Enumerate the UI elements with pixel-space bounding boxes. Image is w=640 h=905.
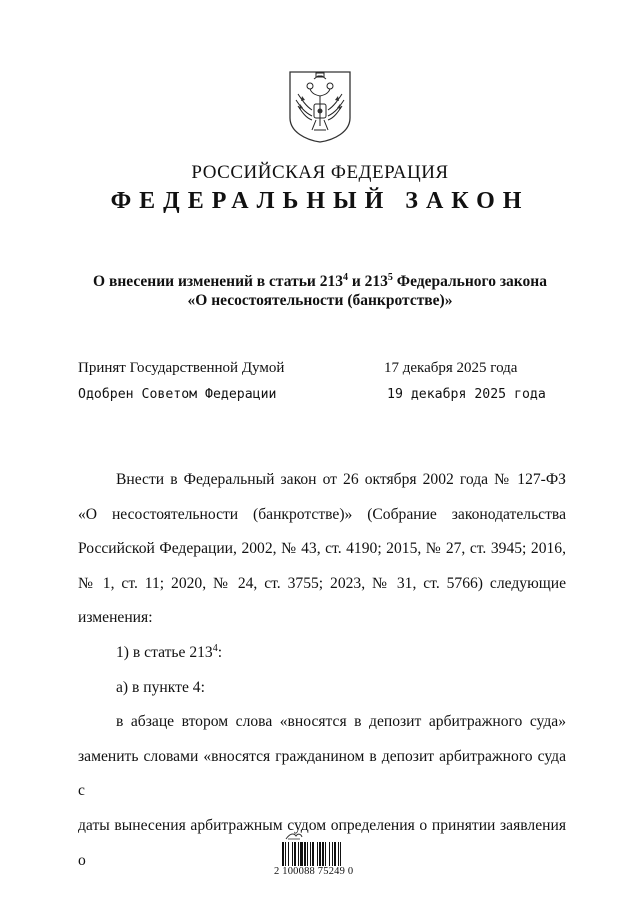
title-text: Федерального закона [392,273,547,290]
barcode-icon [281,842,363,869]
title-text: О внесении изменений в статьи 213 [93,273,343,290]
barcode-bar [319,842,321,866]
body-line: Российской Федерации, 2002, № 43, ст. 4190; 2015, № 27, ст. 3945; 2016, [78,540,566,558]
barcode-bar [310,842,311,866]
barcode-bar [298,842,299,866]
body-line: заменить словами «вносятся гражданином в депозит арбитражного суда с [78,747,566,800]
country-name: РОССИЙСКАЯ ФЕДЕРАЦИЯ [191,162,449,183]
barcode-bar [292,842,293,866]
barcode-bar [329,842,330,866]
duma-date: 17 декабря 2025 года [384,360,518,376]
body-line: даты вынесения арбитражным судом определения о принятии заявления о [78,816,566,869]
barcode-bar [285,842,286,866]
barcode-bar [294,842,296,866]
barcode-bar [325,842,326,866]
law-body [78,463,566,878]
law-title-line2: «О несостоятельности (банкротстве)» [187,292,453,309]
item-a: а) в пункте 4: [116,678,205,696]
title-text: и 213 [347,273,388,290]
law-title-line1 [60,272,580,291]
barcode-bar [300,842,303,866]
printer-mark-icon [284,828,304,838]
body-line: Внести в Федеральный закон от 26 октября 2002 года № 127-ФЗ [116,471,566,488]
barcode-bar [317,842,318,866]
duma-adoption-row [78,360,548,377]
title-superscript: 4 [342,271,348,283]
law-title [60,272,580,310]
barcode-bar [288,842,289,866]
body-line: в абзаце втором слова «вносятся в депозит арбитражного суда» [116,713,566,731]
body-line: № 1, ст. 11; 2020, № 24, ст. 3755; 2023, № 31, ст. 5766) следующие [78,574,566,592]
title-superscript: 5 [387,271,393,283]
barcode-bar [312,842,314,866]
barcode-bar [322,842,324,866]
barcode-bar [340,842,341,866]
item-1-text: 1) в статье 213 [116,643,213,661]
barcode-bar [304,842,306,866]
council-label: Одобрен Советом Федерации [78,387,277,402]
barcode-bar [282,842,284,866]
barcode-bar [334,842,336,866]
council-date: 19 декабря 2025 года [387,387,546,402]
barcode-bar [307,842,308,866]
body-line: изменения: [78,609,153,627]
barcode-number: 2 100088 75249 0 [274,866,354,877]
council-approval-row [78,387,548,402]
barcode-bar [332,842,333,866]
body-line: «О несостоятельности (банкротстве)» (Собрание законодательства [78,505,566,523]
document-type: ФЕДЕРАЛЬНЫЙ ЗАКОН [110,188,530,214]
coat-of-arms-icon [288,70,352,144]
item-1 [78,636,566,671]
duma-label: Принят Государственной Думой [78,360,285,376]
barcode-bar [338,842,339,866]
item-1-superscript: 4 [212,642,218,654]
item-1-colon: : [217,643,223,661]
